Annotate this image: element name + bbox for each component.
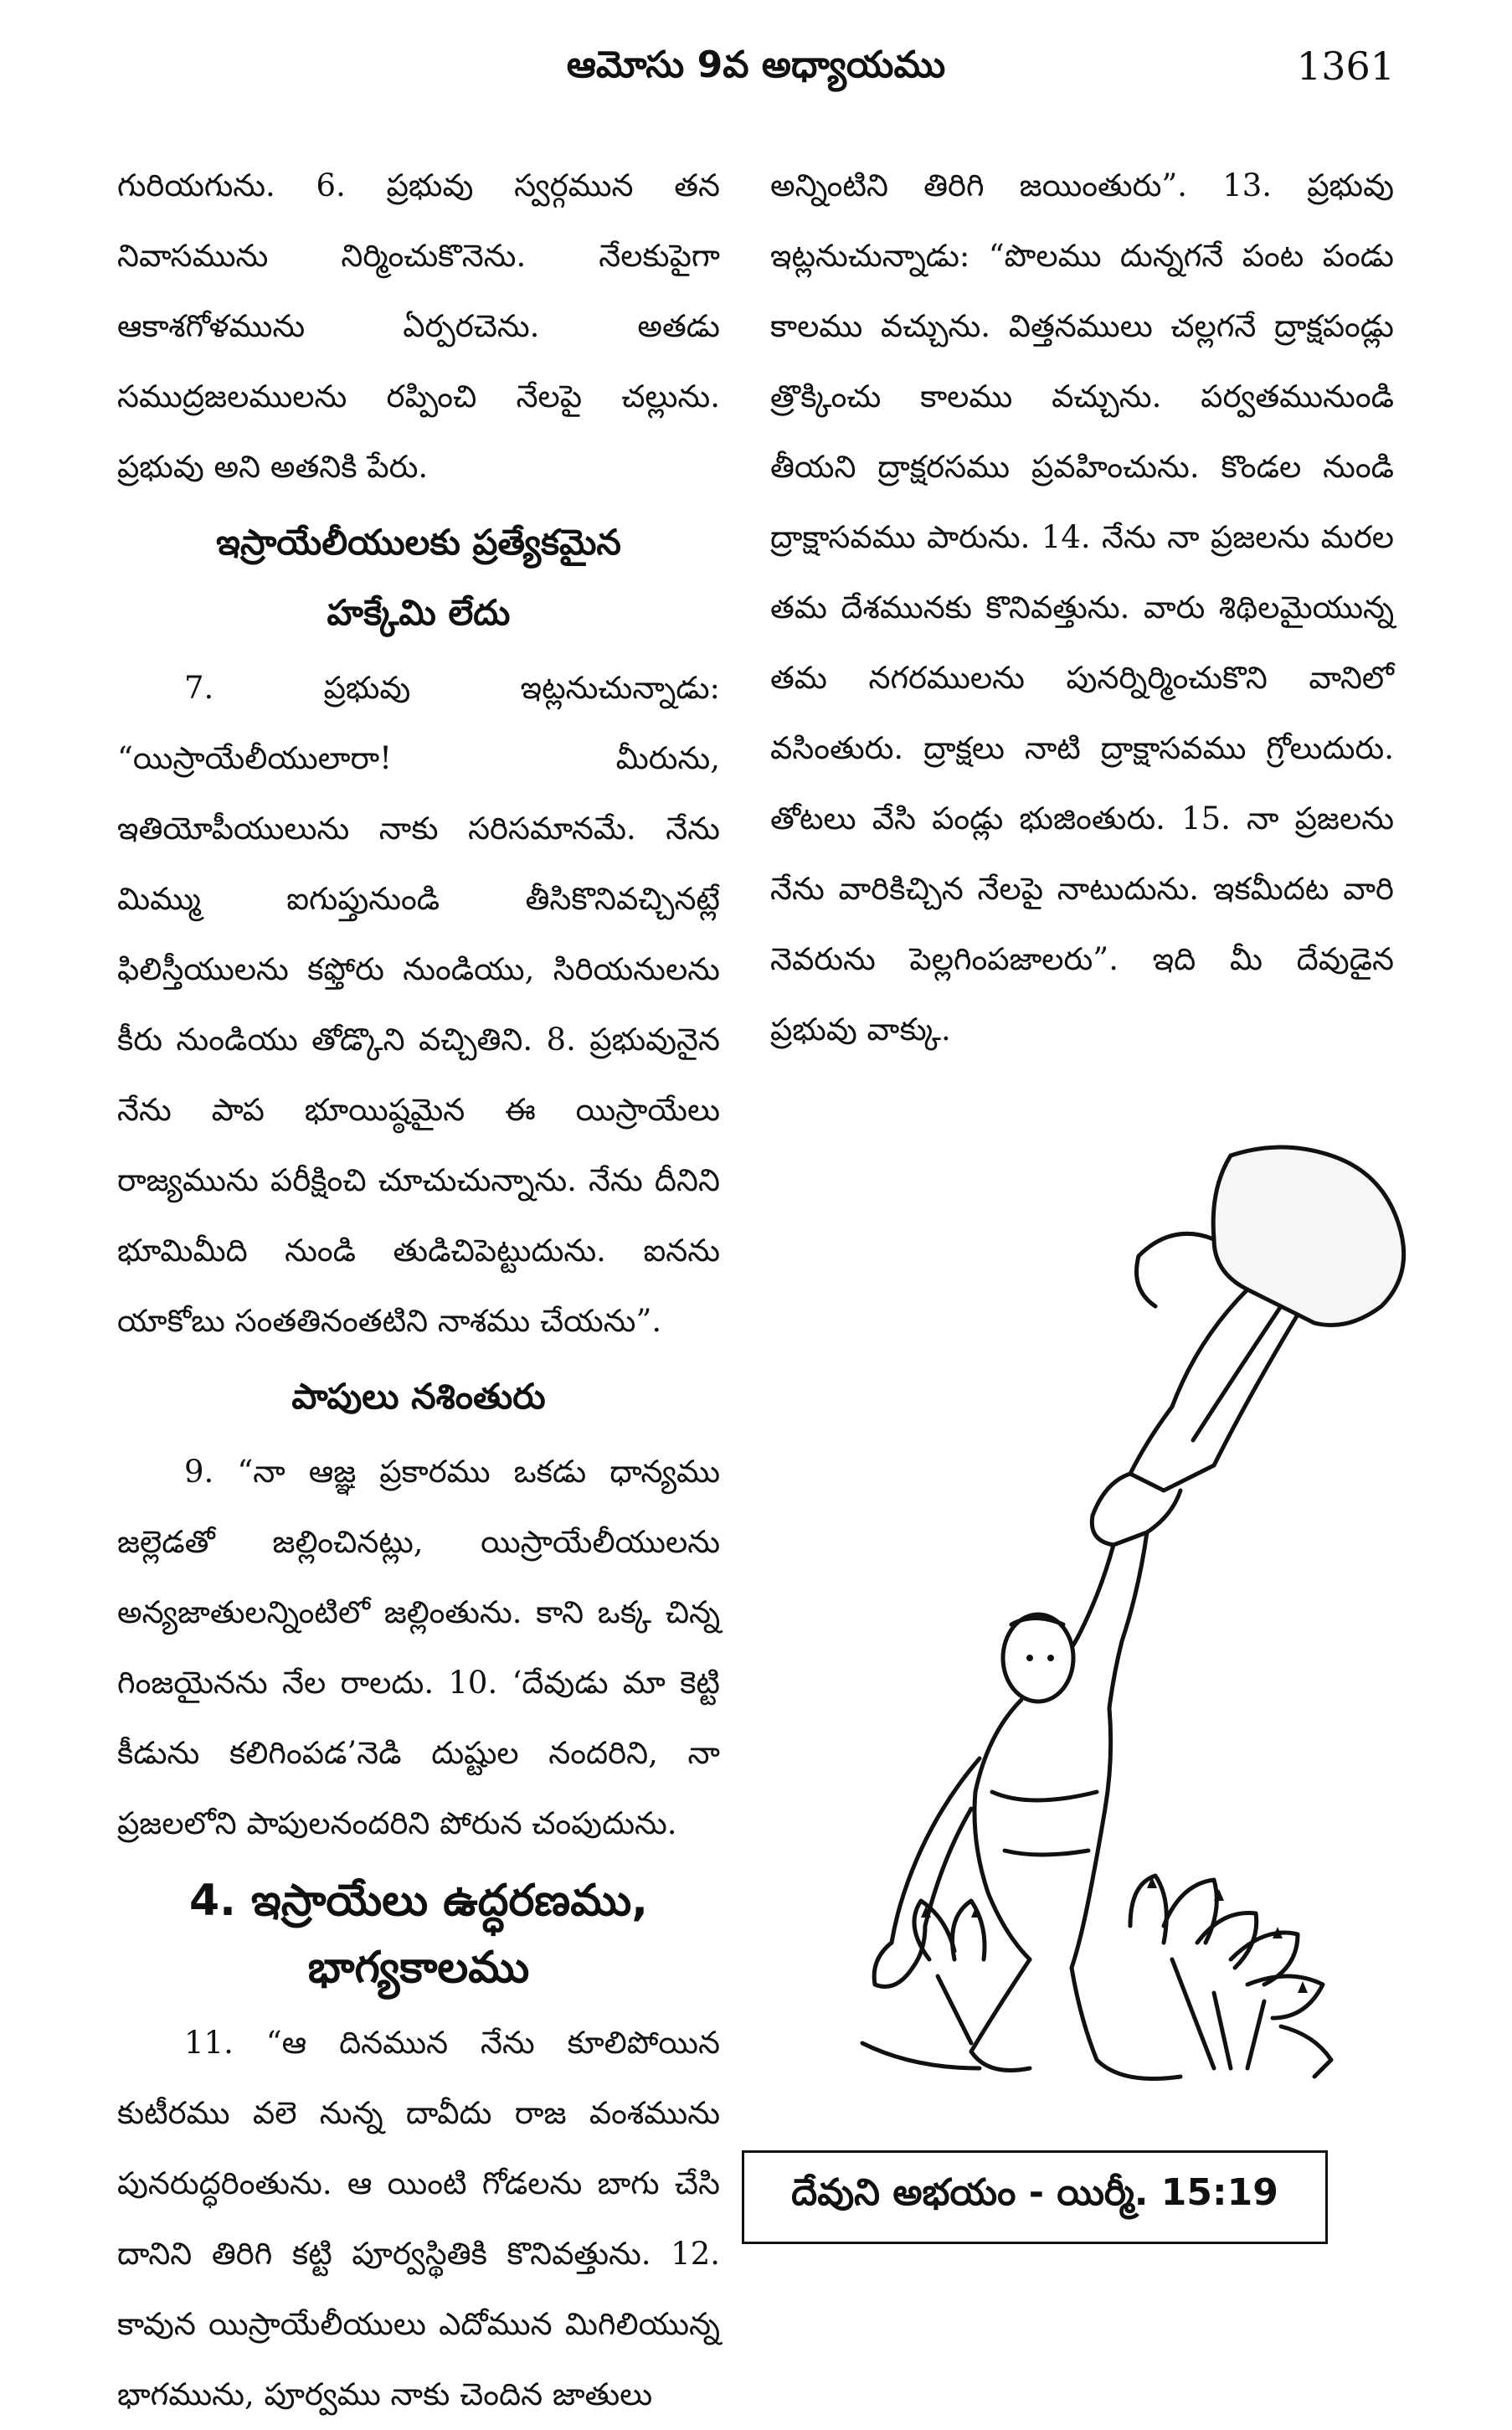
paragraph: 7. ప్రభువు ఇట్లనుచున్నాడు: “యిస్రాయేలీయులారా! మీరును, ఇతియోపీయులును నాకు సరిసమానమే. నేను మిమ్ము ఐగుప్తునుండి తీసికొనివచ్చినట్లే ఫిలిస్తీయులను కఫ్తోరు నుండియు, సిరియనులను కీరు నుండియు తోడ్కొని వచ్చితిని. 8. ప్రభువునైన నేను పాప భూయిష్ఠమైన ఈ యిస్రాయేలు రాజ్యమును పరీక్షించి చూచుచున్నాను. నేను దీనిని భూమిమీది నుండి తుడిచిపెట్టుదును. ఐనను యాకోబు సంతతినంతటిని నాశము చేయను”. [117,670,720,1339]
subheading-line: ఇస్రాయేలీయులకు ప్రత్యేకమైన [216,522,621,563]
paragraph: గురియగును. 6. ప్రభువు స్వర్గమున తన నివాసమును నిర్మించుకొనెను. నేలకుపైగా ఆకాశగోళమును ఏర్పరచెను. అతడు సముద్రజలములను రప్పించి నేలపై చల్లును. ప్రభువు అని అతనికి పేరు. [117,167,720,485]
paragraph: 9. “నా ఆజ్ఞ ప్రకారము ఒకడు ధాన్యము జల్లెడతో జల్లించినట్లు, యిస్రాయేలీయులను అన్యజాతులన్నింటిలో జల్లింతును. కాని ఒక్క చిన్న గింజయైనను నేల రాలదు. 10. ‘దేవుడు మా కెట్టి కీడును కలిగింపడ’నెడి దుష్టుల నందరిని, నా ప్రజలలోని పాపులనందరిని పోరున చంపుదును. [117,1454,720,1841]
section-heading-line: భాగ్యకాలము [307,1943,530,1993]
page-number: 1361 [1296,44,1395,89]
page-header [0,44,1512,102]
running-title: ఆమోసు 9వ అధ్యాయము [566,44,946,86]
illustration-caption: దేవుని అభయం - యిర్మీ. 15:19 [742,2150,1328,2244]
paragraph: 11. “ఆ దినమున నేను కూలిపోయిన కుటీరము వలె నున్న దావీదు రాజ వంశమును పునరుద్ధరింతును. ఆ యింటి గోడలను బాగు చేసి దానిని తిరిగి కట్టి పూర్వస్థితికి కొనివత్తును. 12. కావున యిస్రాయేలీయులు ఎదోమున మిగిలియున్న భాగమును, పూర్వము నాకు చెందిన జాతులు [117,2025,720,2412]
subheading [117,507,720,648]
right-column [770,151,1394,1065]
left-column [117,151,720,2430]
man-reaching-to-hand-illustration [779,1122,1440,2110]
subheading-line: హక్కేమి లేదు [327,592,511,633]
paragraph: అన్నింటిని తిరిగి జయింతురు”. 13. ప్రభువు ఇట్లనుచున్నాడు: “పొలము దున్నగనే పంట పండు కాలము వచ్చును. విత్తనములు చల్లగనే ద్రాక్షపండ్లు త్రొక్కించు కాలము వచ్చును. పర్వతమునుండి తీయని ద్రాక్షరసము ప్రవహించును. కొండల నుండి ద్రాక్షాసవము పారును. 14. నేను నా ప్రజలను మరల తమ దేశమునకు కొనివత్తును. వారు శిథిలమైయున్న తమ నగరములను పునర్నిర్మించుకొని వానిలో వసింతురు. ద్రాక్షలు నాటి ద్రాక్షాసవము గ్రోలుదురు. తోటలు వేసి పండ్లు భుజింతురు. 15. నా ప్రజలను నేను వారికిచ్చిన నేలపై నాటుదును. ఇకమీదట వారి నెవరును పెల్లగింపజాలరు”. ఇది మీ దేవుడైన ప్రభువు వాక్కు. [770,167,1394,1048]
section-heading [117,1867,720,2001]
section-heading-line: 4. ఇస్రాయేలు ఉద్ధరణము, [188,1876,649,1926]
subheading: పాపులు నశింతురు [291,1376,546,1417]
